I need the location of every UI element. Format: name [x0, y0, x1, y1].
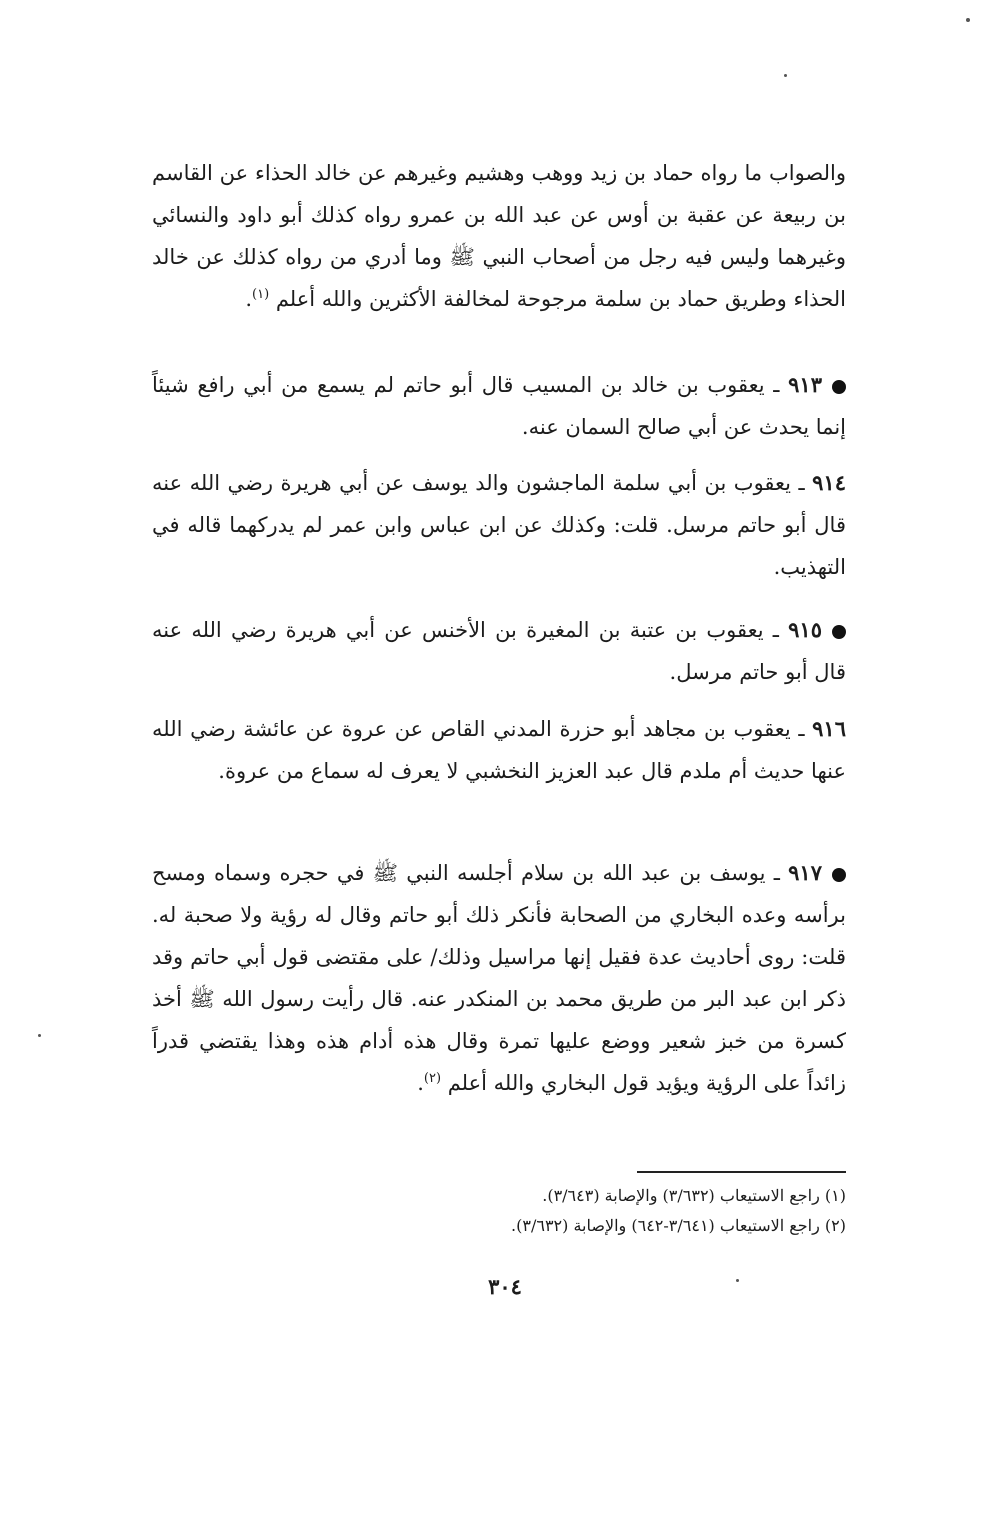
entry-text: ـ يعقوب بن عتبة بن المغيرة بن الأخنس عن أبي هريرة رضي الله عنه قال أبو حاتم مرسل.: [152, 618, 846, 684]
entry-text: ـ يعقوب بن مجاهد أبو حزرة المدني القاص عن عروة عن عائشة رضي الله عنها حديث أم ملدم قال عبد العزيز النخشبي لا يعرف له سماع من عروة.: [152, 717, 846, 783]
entry-913: [152, 364, 846, 448]
scan-speck: [38, 1034, 41, 1037]
entry-number: ٩١٣: [788, 372, 822, 397]
entry-number: ٩١٥: [788, 617, 822, 642]
entry-text: ـ يعقوب بن خالد بن المسيب قال أبو حاتم لم يسمع من أبي رافع شيئاً إنما يحدث عن أبي صالح السمان عنه.: [152, 373, 846, 439]
footnote-2: (٢) راجع الاستيعاب (٣/٦٤١-٦٤٢) والإصابة (٣/٦٣٢).: [511, 1216, 846, 1235]
entry-number: ٩١٦: [812, 716, 846, 741]
scan-speck: [966, 18, 970, 22]
entry-917: ٩١٧ ـ يوسف بن عبد الله بن سلام أجلسه النبي ﷺ في حجره وسماه ومسح برأسه وعده البخاري من الصحابة فأنكر ذلك أبو حاتم وقال له رؤية ولا صحبة له. قلت: روى أحاديث عدة فقيل إنها مراسيل وذلك/ على مقتضى قول أبي حاتم وقد ذكر ابن عبد البر من طريق محمد بن المنكدر عنه. قال رأيت رسول الله ﷺ أخذ كسرة من خبز شعير ووضع عليها تمرة وقال هذه أدام هذه وهذا يقتضي قدراً زائداً على الرؤية ويؤيد قول البخاري والله أعلم $^{(٢)}$.: [152, 860, 846, 1095]
bullet-icon: [832, 380, 846, 394]
paragraph-continuation: والصواب ما رواه حماد بن زيد ووهب وهشيم وغيرهم عن خالد الحذاء عن القاسم بن ربيعة عن عقبة بن أوس عن عبد الله بن عمرو رواه كذلك أبو داود والنسائي وغيرهما وليس فيه رجل من أصحاب النبي ﷺ وما أدري من رواه كذلك عن خالد الحذاء وطريق حماد بن سلمة مرجوحة لمخالفة الأكثرين والله أعلم $^{(١)}$.: [152, 161, 846, 311]
paragraph-text: والصواب ما رواه حماد بن زيد ووهب وهشيم وغيرهم عن خالد الحذاء عن القاسم بن ربيعة عن عقبة بن أوس عن عبد الله بن عمرو رواه كذلك أبو داود والنسائي وغيرهما وليس فيه رجل من أصحاب النبي ﷺ وما أدري من رواه كذلك عن خالد الحذاء وطريق حماد بن سلمة مرجوحة لمخالفة الأكثرين والله أعلم: [152, 161, 846, 311]
bullet-icon: [832, 625, 846, 639]
page-number: ٣٠٤: [488, 1274, 522, 1299]
entry-text: ـ يوسف بن عبد الله بن سلام أجلسه النبي ﷺ في حجره وسماه ومسح برأسه وعده البخاري من الصحابة فأنكر ذلك أبو حاتم وقال له رؤية ولا صحبة له. قلت: روى أحاديث عدة فقيل إنها مراسيل وذلك/ على مقتضى قول أبي حاتم وقد ذكر ابن عبد البر من طريق محمد بن المنكدر عنه. قال رأيت رسول الله ﷺ أخذ كسرة من خبز شعير ووضع عليها تمرة وقال هذه أدام هذه وهذا يقتضي قدراً زائداً على الرؤية ويؤيد قول البخاري والله أعلم: [152, 861, 846, 1095]
footnote-reference-2: (٢): [423, 1071, 442, 1086]
entry-916: [152, 708, 846, 792]
footnote-1: (١) راجع الاستيعاب (٣/٦٣٢) والإصابة (٣/٦٤٣).: [542, 1186, 846, 1205]
entry-915: [152, 609, 846, 693]
entry-number: ٩١٤: [812, 470, 846, 495]
footnote-reference-1: (١): [252, 287, 270, 302]
entry-text: ـ يعقوب بن أبي سلمة الماجشون والد يوسف عن أبي هريرة رضي الله عنه قال أبو حاتم مرسل. قلت: وكذلك عن ابن عباس وابن عمر لم يدركهما قاله في التهذيب.: [152, 471, 846, 579]
scan-speck: [736, 1279, 739, 1282]
scan-speck: [784, 74, 787, 77]
entry-number: ٩١٧: [788, 860, 822, 885]
entry-914: [152, 462, 846, 588]
footnote-separator: [637, 1171, 846, 1173]
bullet-icon: [832, 868, 846, 882]
